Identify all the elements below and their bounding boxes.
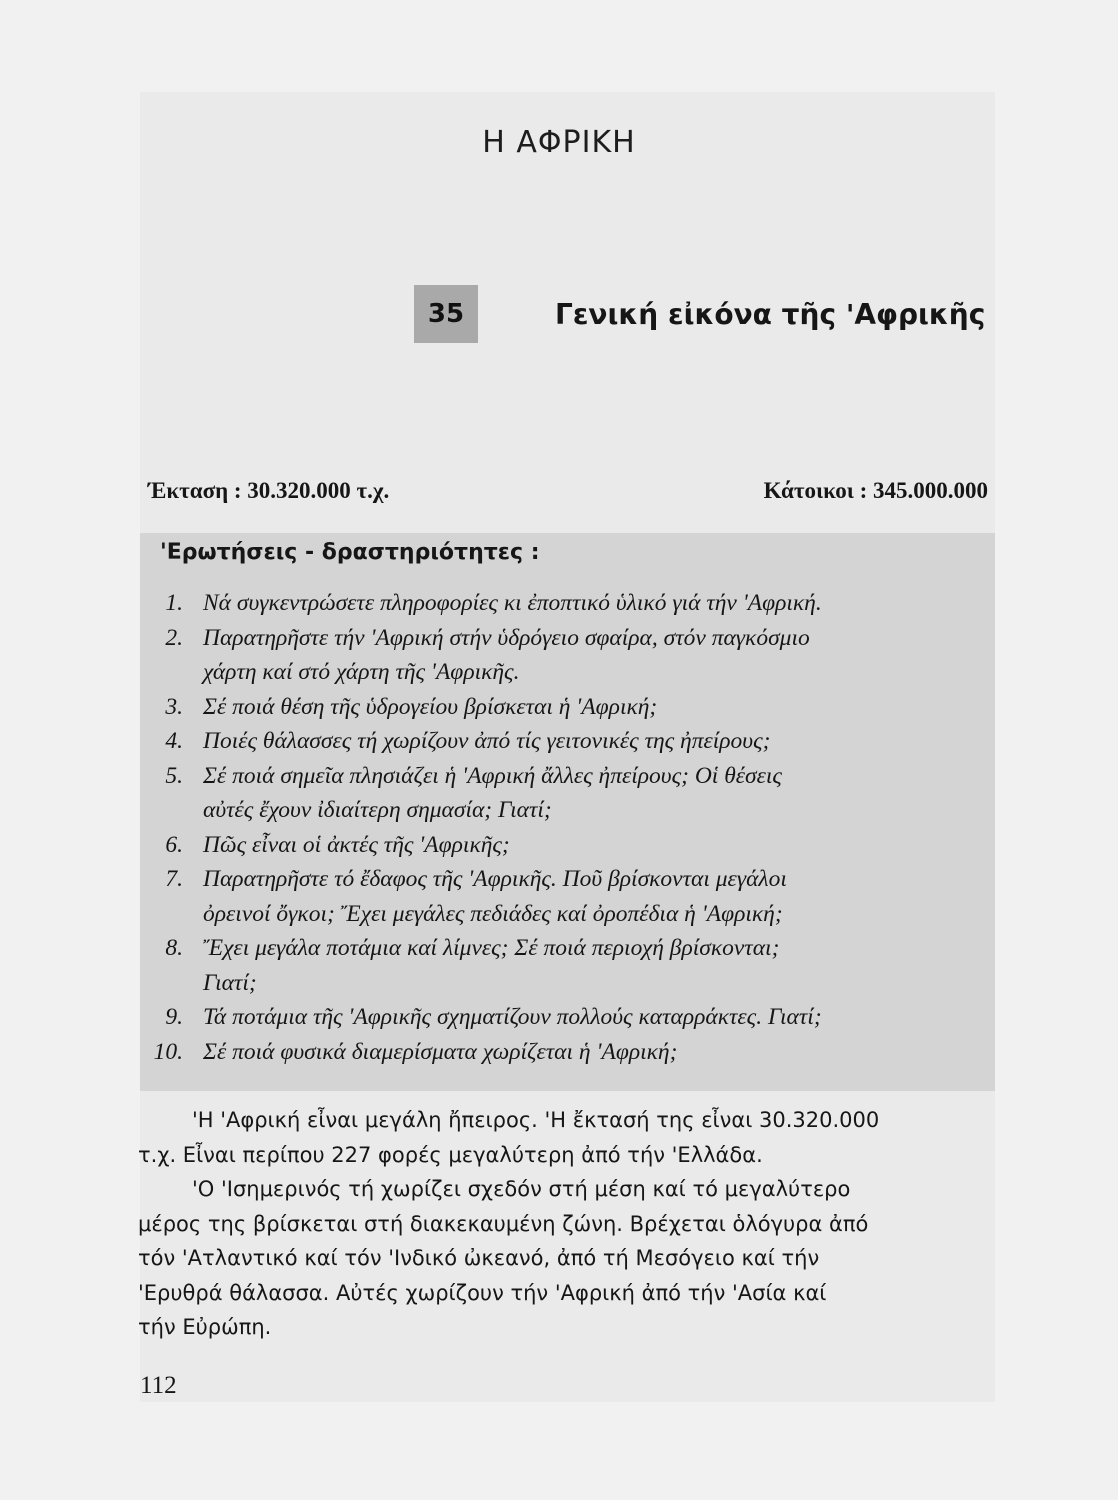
question-item — [140, 655, 990, 690]
question-number: 6. — [165, 831, 183, 858]
part-title: Η ΑΦΡΙΚΗ — [482, 125, 636, 160]
question-line: Νά συγκεντρώσετε πληροφορίες κι ἐποπτικό ὑλικό γιά τήν 'Αφρική. — [203, 590, 822, 616]
lesson-title: Γενική εἰκόνα τῆς 'Αφρικῆς — [555, 298, 986, 331]
lesson-number-badge: 35 — [414, 285, 478, 343]
question-item — [140, 759, 990, 794]
body-line: τήν Εὐρώπη. — [138, 1315, 272, 1339]
question-line: Γιατί; — [203, 969, 257, 996]
question-line: Σέ ποιά θέση τῆς ὑδρογείου βρίσκεται ἡ 'Αφρική; — [203, 693, 658, 720]
question-item — [140, 586, 990, 621]
area-stat: Έκταση : 30.320.000 τ.χ. — [148, 478, 390, 503]
question-number: 8. — [165, 935, 183, 961]
question-list — [140, 586, 990, 1069]
question-item — [140, 1035, 990, 1070]
question-line: Ἔχει μεγάλα ποτάμια καί λίμνες; Σέ ποιά περιοχή βρίσκονται; — [203, 935, 780, 961]
question-item — [140, 828, 990, 863]
questions-heading: 'Ερωτήσεις - δραστηριότητες : — [160, 540, 540, 565]
question-line: Ποιές θάλασσες τή χωρίζουν ἀπό τίς γειτονικές της ἠπείρους; — [203, 728, 771, 754]
population-stat: Κάτοικοι : 345.000.000 — [763, 478, 988, 503]
question-item — [140, 966, 990, 1001]
body-line: 'Ο 'Ισημερινός τή χωρίζει σχεδόν στή μέση καί τό μεγαλύτερο — [192, 1177, 851, 1201]
question-item — [140, 1000, 990, 1035]
question-line: χάρτη καί στό χάρτη τῆς 'Αφρικῆς. — [203, 659, 520, 685]
question-item — [140, 621, 990, 656]
question-line: Σέ ποιά φυσικά διαμερίσματα χωρίζεται ἡ 'Αφρική; — [203, 1038, 678, 1065]
body-line: τ.χ. Εἶναι περίπου 227 φορές μεγαλύτερη ἀπό τήν 'Ελλάδα. — [138, 1142, 763, 1167]
page-number: 112 — [140, 1372, 177, 1399]
question-item — [140, 690, 990, 725]
question-item — [140, 931, 990, 966]
question-line: αὐτές ἔχουν ἰδιαίτερη σημασία; Γιατί; — [203, 797, 552, 823]
body-line: τόν 'Ατλαντικό καί τόν 'Ινδικό ὠκεανό, ἀπό τή Μεσόγειο καί τήν — [138, 1246, 820, 1270]
question-number: 3. — [165, 693, 183, 720]
question-number: 5. — [165, 762, 183, 789]
question-number: 2. — [165, 624, 183, 651]
question-line: Σέ ποιά σημεῖα πλησιάζει ἡ 'Αφρική ἄλλες ἠπείρους; Οἱ θέσεις — [203, 762, 782, 789]
body-line: 'Ερυθρά θάλασσα. Αὐτές χωρίζουν τήν 'Αφρική ἀπό τήν 'Ασία καί — [138, 1280, 827, 1305]
question-number: 4. — [165, 728, 183, 754]
body-line: μέρος της βρίσκεται στή διακεκαυμένη ζώνη. Βρέχεται ὁλόγυρα ἀπό — [138, 1211, 869, 1236]
question-number: 9. — [165, 1004, 183, 1030]
question-line: Παρατηρῆστε τό ἔδαφος τῆς 'Αφρικῆς. Ποῦ βρίσκονται μεγάλοι — [203, 866, 787, 892]
question-item — [140, 897, 990, 932]
question-number: 10. — [153, 1038, 183, 1065]
question-item — [140, 724, 990, 759]
question-line: Παρατηρῆστε τήν 'Αφρική στήν ὑδρόγειο σφαίρα, στόν παγκόσμιο — [203, 624, 810, 651]
question-number: 7. — [165, 866, 183, 892]
question-item — [140, 793, 990, 828]
body-line: 'Η 'Αφρική εἶναι μεγάλη ἤπειρος. 'Η ἔκτασή της εἶναι 30.320.000 — [192, 1108, 880, 1132]
question-line: Τά ποτάμια τῆς 'Αφρικῆς σχηματίζουν πολλούς καταρράκτες. Γιατί; — [203, 1004, 822, 1030]
question-line: Πῶς εἶναι οἱ ἀκτές τῆς 'Αφρικῆς; — [203, 831, 510, 858]
question-line: ὀρεινοί ὄγκοι; Ἔχει μεγάλες πεδιάδες καί ὀροπέδια ἡ 'Αφρική; — [203, 900, 783, 927]
question-item — [140, 862, 990, 897]
question-number: 1. — [165, 590, 183, 616]
body-text — [138, 1103, 992, 1345]
